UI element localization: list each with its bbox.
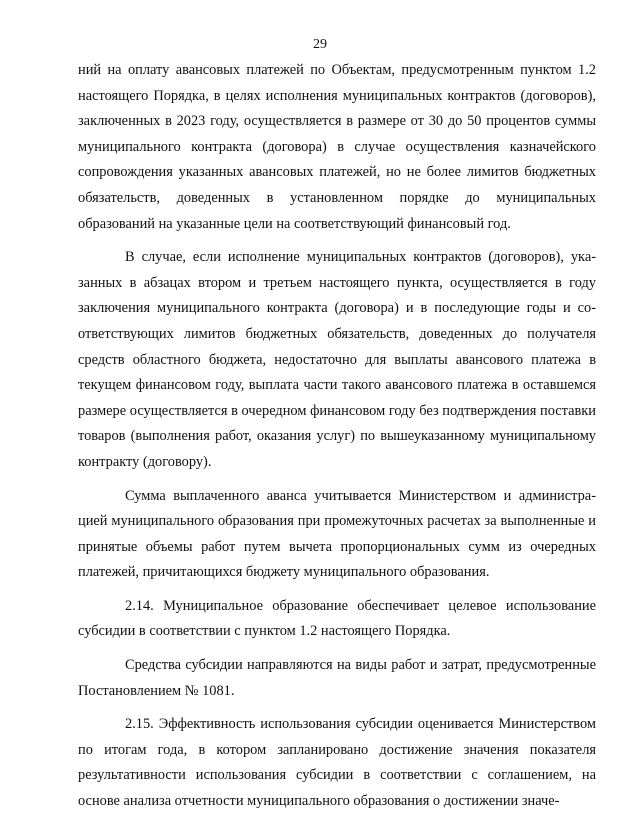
- body-text: [78, 58, 596, 823]
- paragraph-clause-2-14: 2.14. Муниципальное образование обеспечивает целевое использование субсидии в соответствии с пунктом 1.2 настоящего Порядка.: [78, 597, 596, 640]
- paragraph-clause-2-15: 2.15. Эффективность использования субсидии оценивается Министерством по итогам года, в котором запланировано достижение значения показателя результативности использования субсидии в соответствии с соглашением, на основе анализа отчетности муниципального образования о достижении значе-: [78, 716, 596, 810]
- paragraph-subsidy-allocation: Средства субсидии направляются на виды работ и затрат, предусмотренные Постановлением № 1081.: [78, 657, 596, 699]
- paragraph-contract-performance: В случае, если исполнение муниципальных контрактов (договоров), указанных в абзацах втором и третьем настоящего пункта, осуществляется в году заключения муниципального контракта (договора) и в последующие годы и соответствующих лимитов бюджетных обязательств, доведенных до получателя средств областного бюджета, недостаточно для выплаты авансового платежа в текущем финансовом году, выплата части такого авансового платежа в оставшемся размере осуществляется в очередном финансовом году без подтверждения поставки товаров (выполнения работ, оказания услуг) по вышеуказанному муниципальному контракту (договору).: [78, 249, 596, 470]
- paragraph-advance-accounting: Сумма выплаченного аванса учитывается Министерством и администрацией муниципального образования при промежуточных расчетах за выполненные и принятые объемы работ путем вычета пропорциональных сумм из очередных платежей, причитающихся бюджету муниципального образования.: [78, 487, 596, 581]
- paragraph-continuation: ний на оплату авансовых платежей по Объектам, предусмотренным пунктом 1.2 настоящего Порядка, в целях исполнения муниципальных контрактов (договоров), заключенных в 2023 году, осуществляется в размере от 30 до 50 процентов суммы муниципального контракта (договора) в случае осуществления казначейского сопровождения указанных авансовых платежей, но не более лимитов бюджетных обязательств, доведенных в установленном порядке до муниципальных образований на указанные цели на соответствующий финансовый год.: [78, 62, 596, 232]
- page-number: 29: [313, 37, 327, 52]
